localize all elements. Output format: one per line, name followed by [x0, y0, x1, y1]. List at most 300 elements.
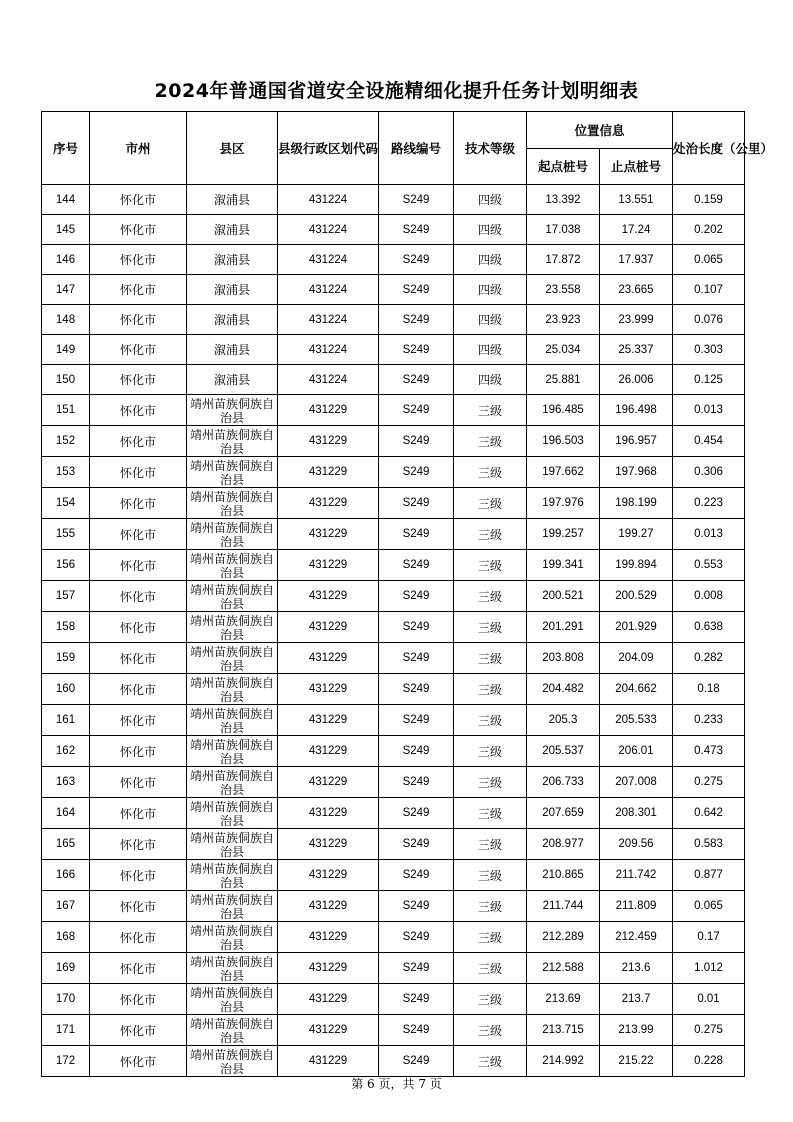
page-title: 2024年普通国省道安全设施精细化提升任务计划明细表: [154, 80, 639, 102]
cell-grade: 三级: [454, 643, 527, 674]
cell-end: 205.533: [600, 705, 673, 736]
cell-code: 431229: [278, 767, 379, 798]
cell-route: S249: [379, 767, 454, 798]
cell-length: 0.877: [673, 860, 745, 891]
cell-route: S249: [379, 457, 454, 488]
cell-route: S249: [379, 365, 454, 395]
cell-code: 431229: [278, 395, 379, 426]
cell-county: 靖州苗族侗族自治县: [187, 1015, 278, 1046]
cell-start: 23.923: [527, 305, 600, 335]
header-position: 位置信息: [527, 112, 673, 149]
cell-county: 溆浦县: [187, 245, 278, 275]
cell-start: 197.976: [527, 488, 600, 519]
cell-start: 206.733: [527, 767, 600, 798]
cell-seq: 145: [42, 215, 90, 245]
cell-city: 怀化市: [90, 643, 187, 674]
cell-end: 17.937: [600, 245, 673, 275]
table-row: [42, 365, 745, 395]
cell-end: 196.957: [600, 426, 673, 457]
cell-length: 0.282: [673, 643, 745, 674]
cell-county: 溆浦县: [187, 185, 278, 215]
cell-route: S249: [379, 305, 454, 335]
table-row: [42, 953, 745, 984]
cell-length: 1.012: [673, 953, 745, 984]
cell-code: 431229: [278, 736, 379, 767]
cell-city: 怀化市: [90, 305, 187, 335]
cell-grade: 三级: [454, 922, 527, 953]
table-row: [42, 245, 745, 275]
cell-route: S249: [379, 1015, 454, 1046]
header-length: 处治长度（公里）: [673, 112, 745, 185]
cell-end: 196.498: [600, 395, 673, 426]
cell-grade: 三级: [454, 674, 527, 705]
cell-end: 206.01: [600, 736, 673, 767]
cell-grade: 三级: [454, 829, 527, 860]
cell-grade: 三级: [454, 736, 527, 767]
cell-route: S249: [379, 426, 454, 457]
cell-city: 怀化市: [90, 953, 187, 984]
cell-city: 怀化市: [90, 245, 187, 275]
cell-seq: 165: [42, 829, 90, 860]
cell-grade: 三级: [454, 953, 527, 984]
cell-route: S249: [379, 550, 454, 581]
cell-county: 靖州苗族侗族自治县: [187, 922, 278, 953]
cell-city: 怀化市: [90, 984, 187, 1015]
table-row: [42, 643, 745, 674]
cell-start: 211.744: [527, 891, 600, 922]
cell-seq: 169: [42, 953, 90, 984]
cell-county: 靖州苗族侗族自治县: [187, 860, 278, 891]
cell-seq: 154: [42, 488, 90, 519]
cell-start: 13.392: [527, 185, 600, 215]
cell-code: 431229: [278, 488, 379, 519]
cell-code: 431224: [278, 215, 379, 245]
table-row: [42, 581, 745, 612]
table-row: [42, 798, 745, 829]
plan-table: [41, 111, 774, 1077]
cell-route: S249: [379, 860, 454, 891]
cell-start: 213.715: [527, 1015, 600, 1046]
cell-county: 靖州苗族侗族自治县: [187, 736, 278, 767]
cell-city: 怀化市: [90, 674, 187, 705]
cell-length: 0.583: [673, 829, 745, 860]
cell-city: 怀化市: [90, 736, 187, 767]
cell-seq: 164: [42, 798, 90, 829]
cell-end: 208.301: [600, 798, 673, 829]
cell-length: 0.01: [673, 984, 745, 1015]
cell-county: 靖州苗族侗族自治县: [187, 705, 278, 736]
cell-seq: 148: [42, 305, 90, 335]
cell-route: S249: [379, 581, 454, 612]
cell-city: 怀化市: [90, 1015, 187, 1046]
cell-seq: 152: [42, 426, 90, 457]
cell-seq: 167: [42, 891, 90, 922]
cell-length: 0.202: [673, 215, 745, 245]
cell-grade: 三级: [454, 1046, 527, 1077]
cell-route: S249: [379, 519, 454, 550]
cell-route: S249: [379, 922, 454, 953]
table-row: [42, 215, 745, 245]
cell-county: 靖州苗族侗族自治县: [187, 767, 278, 798]
cell-route: S249: [379, 798, 454, 829]
table-row: [42, 185, 745, 215]
table-row: [42, 395, 745, 426]
cell-route: S249: [379, 705, 454, 736]
cell-city: 怀化市: [90, 275, 187, 305]
cell-end: 25.337: [600, 335, 673, 365]
cell-start: 207.659: [527, 798, 600, 829]
cell-start: 199.341: [527, 550, 600, 581]
table-row: [42, 891, 745, 922]
cell-length: 0.306: [673, 457, 745, 488]
cell-seq: 171: [42, 1015, 90, 1046]
cell-start: 25.034: [527, 335, 600, 365]
cell-seq: 168: [42, 922, 90, 953]
table-row: [42, 922, 745, 953]
cell-end: 200.529: [600, 581, 673, 612]
cell-length: 0.013: [673, 519, 745, 550]
cell-length: 0.642: [673, 798, 745, 829]
cell-grade: 三级: [454, 612, 527, 643]
cell-code: 431229: [278, 984, 379, 1015]
cell-end: 211.742: [600, 860, 673, 891]
cell-seq: 149: [42, 335, 90, 365]
cell-length: 0.275: [673, 767, 745, 798]
cell-grade: 三级: [454, 705, 527, 736]
cell-code: 431229: [278, 922, 379, 953]
cell-county: 靖州苗族侗族自治县: [187, 426, 278, 457]
table-row: [42, 519, 745, 550]
cell-city: 怀化市: [90, 891, 187, 922]
cell-start: 200.521: [527, 581, 600, 612]
cell-route: S249: [379, 488, 454, 519]
cell-length: 0.303: [673, 335, 745, 365]
cell-seq: 156: [42, 550, 90, 581]
cell-end: 197.968: [600, 457, 673, 488]
cell-grade: 四级: [454, 305, 527, 335]
cell-start: 196.503: [527, 426, 600, 457]
cell-start: 212.588: [527, 953, 600, 984]
cell-city: 怀化市: [90, 426, 187, 457]
cell-city: 怀化市: [90, 395, 187, 426]
cell-route: S249: [379, 245, 454, 275]
cell-code: 431224: [278, 365, 379, 395]
cell-county: 靖州苗族侗族自治县: [187, 984, 278, 1015]
cell-length: 0.159: [673, 185, 745, 215]
cell-seq: 147: [42, 275, 90, 305]
cell-code: 431224: [278, 245, 379, 275]
cell-grade: 三级: [454, 550, 527, 581]
cell-seq: 151: [42, 395, 90, 426]
cell-city: 怀化市: [90, 798, 187, 829]
cell-city: 怀化市: [90, 705, 187, 736]
cell-grade: 三级: [454, 426, 527, 457]
cell-seq: 161: [42, 705, 90, 736]
header-grade: 技术等级: [454, 112, 527, 185]
table-row: [42, 426, 745, 457]
cell-length: 0.17: [673, 922, 745, 953]
cell-county: 靖州苗族侗族自治县: [187, 829, 278, 860]
cell-length: 0.275: [673, 1015, 745, 1046]
cell-city: 怀化市: [90, 488, 187, 519]
cell-route: S249: [379, 736, 454, 767]
cell-city: 怀化市: [90, 612, 187, 643]
cell-start: 197.662: [527, 457, 600, 488]
cell-code: 431229: [278, 1046, 379, 1077]
cell-end: 23.665: [600, 275, 673, 305]
header-seq: 序号: [42, 112, 90, 185]
cell-city: 怀化市: [90, 519, 187, 550]
table-row: [42, 1015, 745, 1046]
cell-end: 199.27: [600, 519, 673, 550]
cell-grade: 三级: [454, 767, 527, 798]
cell-end: 213.6: [600, 953, 673, 984]
cell-route: S249: [379, 829, 454, 860]
cell-seq: 146: [42, 245, 90, 275]
cell-code: 431229: [278, 612, 379, 643]
cell-county: 靖州苗族侗族自治县: [187, 674, 278, 705]
cell-city: 怀化市: [90, 215, 187, 245]
cell-code: 431229: [278, 953, 379, 984]
cell-county: 靖州苗族侗族自治县: [187, 1046, 278, 1077]
cell-seq: 150: [42, 365, 90, 395]
cell-grade: 三级: [454, 798, 527, 829]
table-body: [42, 185, 745, 1077]
cell-grade: 三级: [454, 984, 527, 1015]
cell-seq: 162: [42, 736, 90, 767]
cell-seq: 144: [42, 185, 90, 215]
header-start: 起点桩号: [527, 149, 600, 185]
cell-grade: 四级: [454, 185, 527, 215]
header-end: 止点桩号: [600, 149, 673, 185]
cell-code: 431224: [278, 335, 379, 365]
cell-end: 198.199: [600, 488, 673, 519]
cell-start: 201.291: [527, 612, 600, 643]
cell-end: 213.99: [600, 1015, 673, 1046]
cell-grade: 四级: [454, 245, 527, 275]
cell-code: 431229: [278, 891, 379, 922]
cell-seq: 172: [42, 1046, 90, 1077]
cell-city: 怀化市: [90, 335, 187, 365]
cell-grade: 三级: [454, 457, 527, 488]
cell-code: 431224: [278, 305, 379, 335]
cell-start: 196.485: [527, 395, 600, 426]
cell-length: 0.233: [673, 705, 745, 736]
header-county: 县区: [187, 112, 278, 185]
cell-county: 溆浦县: [187, 215, 278, 245]
cell-seq: 157: [42, 581, 90, 612]
cell-county: 溆浦县: [187, 365, 278, 395]
cell-code: 431229: [278, 1015, 379, 1046]
cell-start: 23.558: [527, 275, 600, 305]
cell-county: 溆浦县: [187, 335, 278, 365]
cell-code: 431224: [278, 185, 379, 215]
cell-end: 207.008: [600, 767, 673, 798]
table-row: [42, 275, 745, 305]
cell-start: 17.872: [527, 245, 600, 275]
cell-grade: 四级: [454, 335, 527, 365]
cell-start: 203.808: [527, 643, 600, 674]
cell-length: 0.638: [673, 612, 745, 643]
cell-county: 靖州苗族侗族自治县: [187, 891, 278, 922]
cell-length: 0.013: [673, 395, 745, 426]
table-row: [42, 829, 745, 860]
cell-start: 25.881: [527, 365, 600, 395]
cell-length: 0.125: [673, 365, 745, 395]
cell-code: 431229: [278, 457, 379, 488]
cell-route: S249: [379, 1046, 454, 1077]
cell-code: 431224: [278, 275, 379, 305]
cell-start: 210.865: [527, 860, 600, 891]
cell-end: 199.894: [600, 550, 673, 581]
cell-city: 怀化市: [90, 767, 187, 798]
cell-length: 0.454: [673, 426, 745, 457]
cell-route: S249: [379, 275, 454, 305]
cell-route: S249: [379, 953, 454, 984]
page-footer: 第 6 页，共 7 页: [351, 1077, 442, 1091]
cell-start: 17.038: [527, 215, 600, 245]
cell-city: 怀化市: [90, 860, 187, 891]
cell-city: 怀化市: [90, 365, 187, 395]
cell-route: S249: [379, 612, 454, 643]
cell-start: 212.289: [527, 922, 600, 953]
cell-grade: 四级: [454, 365, 527, 395]
cell-grade: 三级: [454, 1015, 527, 1046]
cell-county: 靖州苗族侗族自治县: [187, 953, 278, 984]
cell-end: 23.999: [600, 305, 673, 335]
cell-grade: 四级: [454, 215, 527, 245]
cell-end: 215.22: [600, 1046, 673, 1077]
cell-code: 431229: [278, 860, 379, 891]
cell-code: 431229: [278, 426, 379, 457]
cell-city: 怀化市: [90, 1046, 187, 1077]
cell-grade: 三级: [454, 488, 527, 519]
cell-city: 怀化市: [90, 550, 187, 581]
cell-length: 0.553: [673, 550, 745, 581]
cell-route: S249: [379, 984, 454, 1015]
cell-length: 0.473: [673, 736, 745, 767]
cell-route: S249: [379, 185, 454, 215]
table-row: [42, 1046, 745, 1077]
cell-grade: 四级: [454, 275, 527, 305]
cell-length: 0.223: [673, 488, 745, 519]
cell-length: 0.076: [673, 305, 745, 335]
cell-city: 怀化市: [90, 829, 187, 860]
cell-county: 靖州苗族侗族自治县: [187, 488, 278, 519]
table-row: [42, 767, 745, 798]
table-row: [42, 488, 745, 519]
cell-route: S249: [379, 335, 454, 365]
cell-start: 199.257: [527, 519, 600, 550]
cell-length: 0.107: [673, 275, 745, 305]
table-row: [42, 984, 745, 1015]
cell-grade: 三级: [454, 581, 527, 612]
cell-length: 0.065: [673, 245, 745, 275]
table-row: [42, 550, 745, 581]
cell-county: 靖州苗族侗族自治县: [187, 519, 278, 550]
header-city: 市州: [90, 112, 187, 185]
cell-start: 205.3: [527, 705, 600, 736]
cell-start: 208.977: [527, 829, 600, 860]
cell-code: 431229: [278, 550, 379, 581]
cell-grade: 三级: [454, 891, 527, 922]
cell-county: 靖州苗族侗族自治县: [187, 643, 278, 674]
cell-code: 431229: [278, 674, 379, 705]
cell-end: 17.24: [600, 215, 673, 245]
cell-end: 204.662: [600, 674, 673, 705]
cell-seq: 170: [42, 984, 90, 1015]
cell-code: 431229: [278, 798, 379, 829]
cell-start: 205.537: [527, 736, 600, 767]
cell-county: 靖州苗族侗族自治县: [187, 612, 278, 643]
cell-grade: 三级: [454, 395, 527, 426]
cell-code: 431229: [278, 643, 379, 674]
cell-city: 怀化市: [90, 922, 187, 953]
cell-route: S249: [379, 395, 454, 426]
table-row: [42, 705, 745, 736]
cell-seq: 153: [42, 457, 90, 488]
table-row: [42, 736, 745, 767]
cell-code: 431229: [278, 705, 379, 736]
table-row: [42, 674, 745, 705]
cell-seq: 155: [42, 519, 90, 550]
cell-county: 溆浦县: [187, 305, 278, 335]
cell-county: 靖州苗族侗族自治县: [187, 581, 278, 612]
cell-seq: 160: [42, 674, 90, 705]
cell-route: S249: [379, 643, 454, 674]
cell-city: 怀化市: [90, 457, 187, 488]
table-row: [42, 457, 745, 488]
cell-grade: 三级: [454, 860, 527, 891]
cell-seq: 163: [42, 767, 90, 798]
cell-end: 204.09: [600, 643, 673, 674]
cell-end: 209.56: [600, 829, 673, 860]
table-row: [42, 305, 745, 335]
header-code: 县级行政区划代码: [278, 112, 379, 185]
cell-city: 怀化市: [90, 581, 187, 612]
cell-end: 201.929: [600, 612, 673, 643]
cell-code: 431229: [278, 519, 379, 550]
cell-start: 204.482: [527, 674, 600, 705]
cell-end: 213.7: [600, 984, 673, 1015]
cell-length: 0.228: [673, 1046, 745, 1077]
cell-county: 靖州苗族侗族自治县: [187, 457, 278, 488]
cell-route: S249: [379, 891, 454, 922]
cell-county: 靖州苗族侗族自治县: [187, 798, 278, 829]
cell-end: 211.809: [600, 891, 673, 922]
cell-length: 0.008: [673, 581, 745, 612]
cell-start: 214.992: [527, 1046, 600, 1077]
cell-length: 0.18: [673, 674, 745, 705]
cell-county: 靖州苗族侗族自治县: [187, 550, 278, 581]
cell-county: 靖州苗族侗族自治县: [187, 395, 278, 426]
cell-start: 213.69: [527, 984, 600, 1015]
table-row: [42, 612, 745, 643]
cell-county: 溆浦县: [187, 275, 278, 305]
cell-city: 怀化市: [90, 185, 187, 215]
cell-end: 212.459: [600, 922, 673, 953]
cell-end: 26.006: [600, 365, 673, 395]
cell-route: S249: [379, 674, 454, 705]
header-route: 路线编号: [379, 112, 454, 185]
cell-grade: 三级: [454, 519, 527, 550]
cell-seq: 159: [42, 643, 90, 674]
cell-code: 431229: [278, 581, 379, 612]
cell-seq: 158: [42, 612, 90, 643]
cell-route: S249: [379, 215, 454, 245]
table-row: [42, 860, 745, 891]
table-row: [42, 335, 745, 365]
